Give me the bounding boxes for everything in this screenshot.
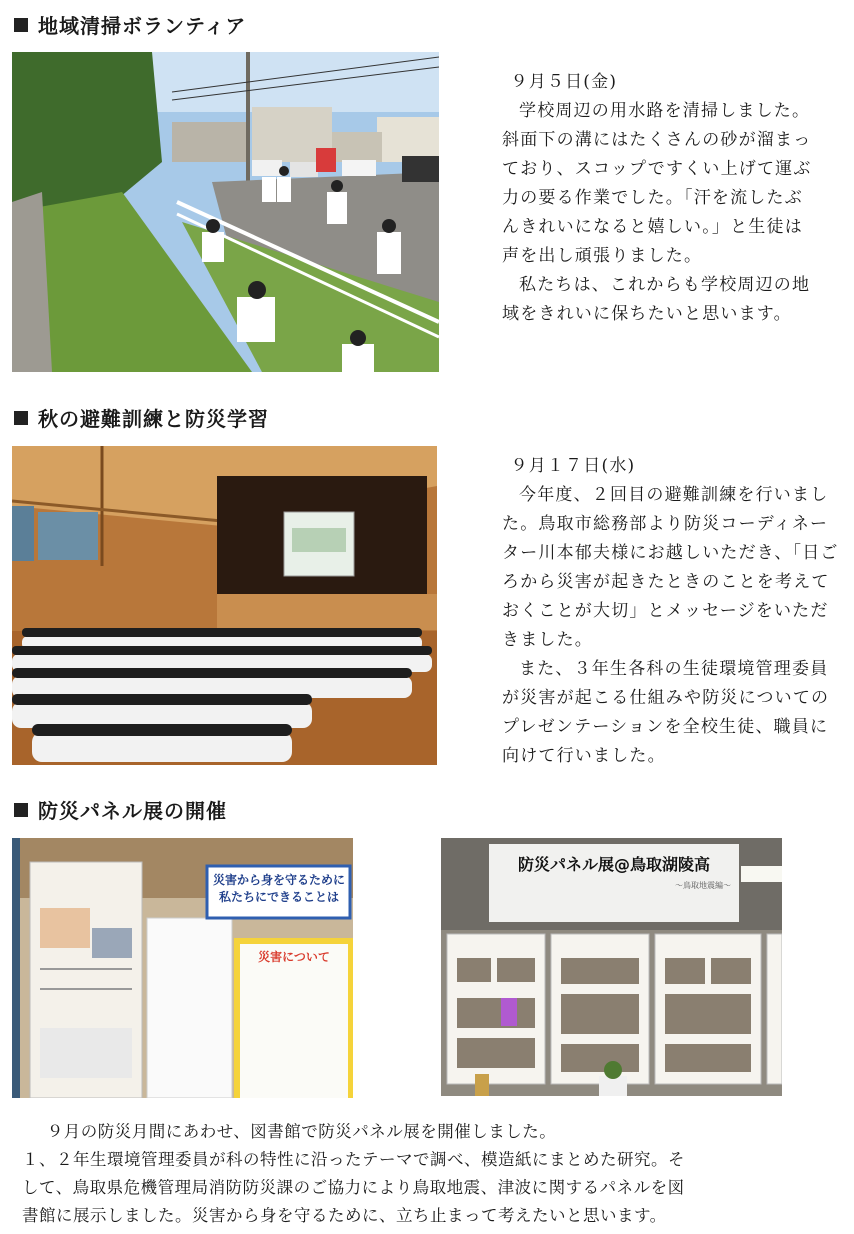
section-heading-panel-exhibit: [14, 795, 227, 824]
bullet-square-icon: [14, 411, 28, 425]
panel-sign-line1: 災害から身を守るために: [212, 873, 345, 887]
section-title: 地域清掃ボランティア: [38, 14, 247, 38]
exhibit-banner: 防災パネル展@鳥取湖陵高: [517, 855, 710, 874]
section-heading-cleanup: [14, 10, 246, 39]
article-paragraph: 私たちは、これからも学校周辺の地域をきれいに保ちたいと思います。: [502, 275, 811, 324]
cleanup-article: [502, 68, 820, 329]
article-paragraph: 学校周辺の用水路を清掃しました。斜面下の溝にはたくさんの砂が溜まっており、スコップですくい上げて運ぶ力の要る作業でした。「汗を流したぶんきれいになると嬉しい。」と生徒は声を出し頑張りました。: [502, 101, 812, 266]
section-title: 防災パネル展の開催: [38, 799, 227, 823]
article-date: ９月１７日(水): [510, 456, 636, 476]
cleanup-photo: [12, 52, 439, 372]
panel-sign-line2: 私たちにできることは: [218, 890, 339, 904]
section-title: 秋の避難訓練と防災学習: [38, 407, 269, 431]
board-heading: 災害について: [258, 950, 330, 964]
article-paragraph: また、３年生各科の生徒環境管理委員が災害が起こる仕組みや防災についてのプレゼンテーションを全校生徒、職員に向けて行いました。: [502, 659, 830, 766]
bullet-square-icon: [14, 18, 28, 32]
article-date: ９月５日(金): [510, 72, 618, 92]
evacuation-drill-photo: [12, 446, 437, 765]
bullet-square-icon: [14, 803, 28, 817]
panel-exhibit-article: [22, 1118, 842, 1230]
article-line: 書館に展示しました。災害から身を守るために、立ち止まって考えたいと思います。: [22, 1206, 667, 1225]
article-paragraph: 今年度、２回目の避難訓練を行いました。鳥取市総務部より防災コーディネーター川本郁夫様にお越しいただき、「日ごろから災害が起きたときのことを考えておくことが大切」とメッセージをいただきました。: [502, 485, 839, 650]
evacuation-article: [502, 452, 842, 771]
article-line: １、２年生環境管理委員が科の特性に沿ったテーマで調べ、模造紙にまとめた研究。そ: [22, 1150, 685, 1169]
exhibit-banner-subtitle: 〜鳥取地震編〜: [675, 881, 731, 890]
library-exhibit-photo: [441, 838, 782, 1096]
article-line: ９月の防災月間にあわせ、図書館で防災パネル展を開催しました。: [46, 1122, 557, 1141]
section-heading-evacuation: [14, 403, 269, 432]
article-line: して、鳥取県危機管理局消防防災課のご協力により鳥取地震、津波に関するパネルを図: [22, 1178, 685, 1197]
panel-boards-photo: [12, 838, 353, 1098]
